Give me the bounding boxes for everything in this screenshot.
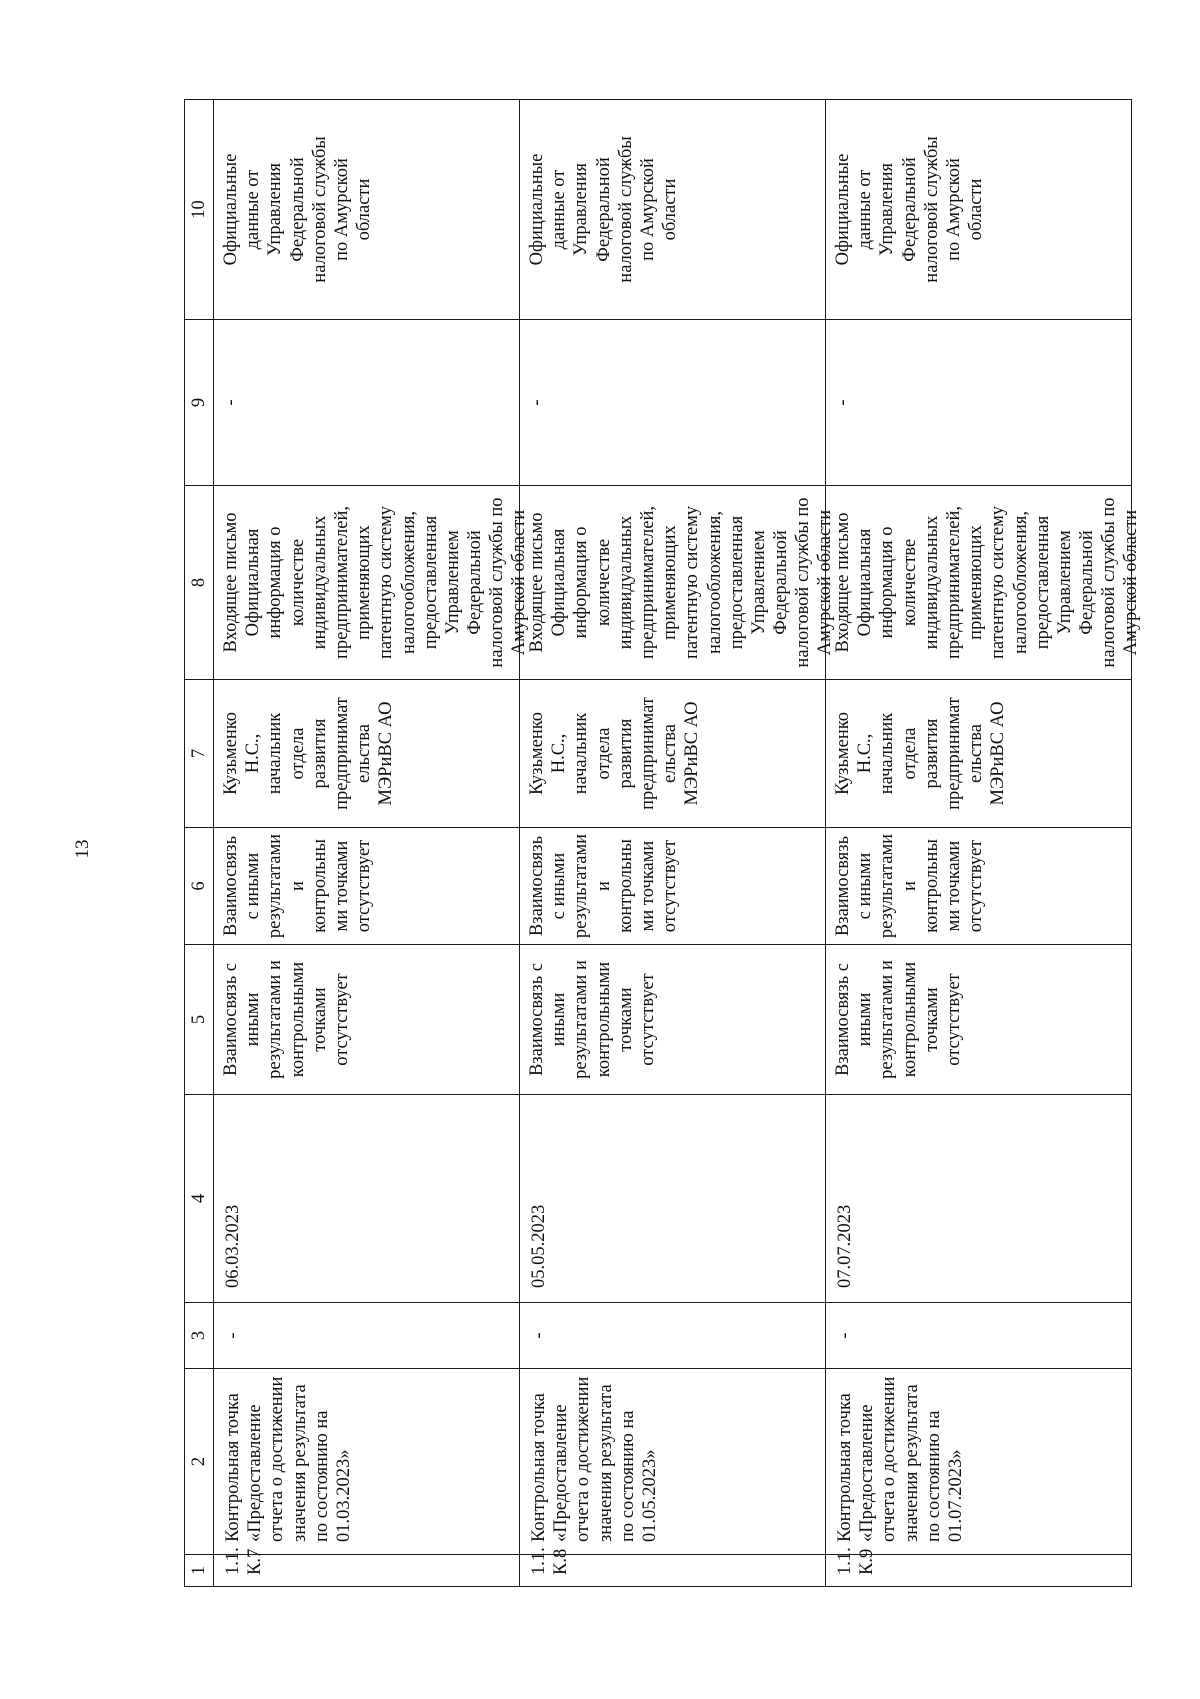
row-number-cell [520,1547,826,1587]
control-point-name: Контрольная точка «Предоставление отчета о достижении значения результата по состоянию на 01.07.2023» [835,1376,966,1542]
column-3-value: - [529,1332,549,1339]
relation-text: Взаимосвязь с иными результатами и контрольными точками отсутствует [833,960,964,1079]
relation-text-2: Взаимосвязь с иными результатами и контрольны ми точками отсутствует [833,833,987,939]
responsible-person: Кузьменко Н.С., начальник отдела развития предпринимат ельства МЭРиВС АО [833,697,1009,810]
control-points-table [184,99,1142,1587]
column-3-value: - [223,1332,243,1339]
control-point-name-cell [214,1369,520,1555]
table-row [520,100,826,1587]
date-value: 05.05.2023 [529,1204,549,1288]
column-9-value: - [527,399,547,406]
source-text: Официальные данные от Управления Федеральной налоговой службы по Амурской области [833,136,987,283]
source-cell [826,100,1132,320]
control-point-name-cell [520,1369,826,1555]
relation-text: Взаимосвязь с иными результатами и контрольными точками отсутствует [221,960,352,1079]
responsible-cell [520,680,826,828]
relation-text-2: Взаимосвязь с иными результатами и контрольны ми точками отсутствует [527,833,681,939]
header-cell: 2 [185,1369,214,1555]
responsible-person: Кузьменко Н.С., начальник отдела развития предпринимат ельства МЭРиВС АО [221,697,397,810]
date-cell [826,1095,1132,1303]
relation-cell-2 [520,828,826,945]
rotated-table-wrapper [184,100,1144,1587]
relation-text: Взаимосвязь с иными результатами и контрольными точками отсутствует [527,960,658,1079]
relation-cell-2 [214,828,520,945]
row-number: 1.1. К.8 [529,1547,572,1575]
date-cell [520,1095,826,1303]
document-text: Входящее письмо Официальная информация о количестве индивидуальных предпринимателей, применяющих патентную систему налогообложения, предоставленная Управлением Федеральной налоговой службы по Амурской области [527,497,836,668]
table-row [214,100,520,1587]
source-cell [520,100,826,320]
source-cell [214,100,520,320]
source-text: Официальные данные от Управления Федеральной налоговой службы по Амурской области [527,136,681,283]
document-cell [826,486,1142,680]
column-3-cell [520,1303,826,1369]
row-number-cell [826,1547,1132,1587]
responsible-cell [826,680,1132,828]
header-cell: 5 [185,945,214,1095]
document-cell [520,486,836,680]
column-3-cell [826,1303,1132,1369]
column-9-value: - [221,399,241,406]
relation-text-2: Взаимосвязь с иными результатами и контрольны ми точками отсутствует [221,833,375,939]
row-number-cell [214,1547,520,1587]
table-stage [184,100,1144,1587]
date-value: 07.07.2023 [835,1204,855,1288]
header-row [185,100,214,1587]
control-point-name: Контрольная точка «Предоставление отчета о достижении значения результата по состоянию на 01.03.2023» [223,1376,354,1542]
relation-cell [520,945,826,1095]
control-point-name-cell [826,1369,1132,1555]
column-3-value: - [835,1332,855,1339]
source-text: Официальные данные от Управления Федеральной налоговой службы по Амурской области [221,136,375,283]
responsible-person: Кузьменко Н.С., начальник отдела развития предпринимат ельства МЭРиВС АО [527,697,703,810]
header-cell: 1 [185,1555,214,1587]
header-cell: 9 [185,320,214,486]
page-number: 13 [72,839,93,859]
header-cell: 3 [185,1303,214,1369]
column-3-cell [214,1303,520,1369]
relation-cell [826,945,1132,1095]
relation-cell-2 [826,828,1132,945]
column-9-cell [214,320,520,486]
column-9-cell [520,320,826,486]
responsible-cell [214,680,520,828]
document-cell [214,486,530,680]
document-text: Входящее письмо Официальная информация о количестве индивидуальных предпринимателей, применяющих патентную систему налогообложения, предоставленная Управлением Федеральной налоговой службы по Амурской области [221,497,530,668]
header-cell: 8 [185,486,214,680]
column-9-cell [826,320,1132,486]
header-cell: 7 [185,680,214,828]
header-cell: 4 [185,1095,214,1303]
date-value: 06.03.2023 [223,1204,243,1288]
row-number: 1.1. К.9 [835,1547,878,1575]
relation-cell [214,945,520,1095]
header-cell: 6 [185,828,214,945]
header-cell: 10 [185,100,214,320]
date-cell [214,1095,520,1303]
column-9-value: - [833,399,853,406]
row-number: 1.1. К.7 [223,1547,266,1575]
document-text: Входящее письмо Официальная информация о количестве индивидуальных предпринимателей, применяющих патентную систему налогообложения, предоставленная Управлением Федеральной налоговой службы по Амурской области [833,497,1142,668]
table-row [826,100,1132,1587]
control-point-name: Контрольная точка «Предоставление отчета о достижении значения результата по состоянию на 01.05.2023» [529,1376,660,1542]
